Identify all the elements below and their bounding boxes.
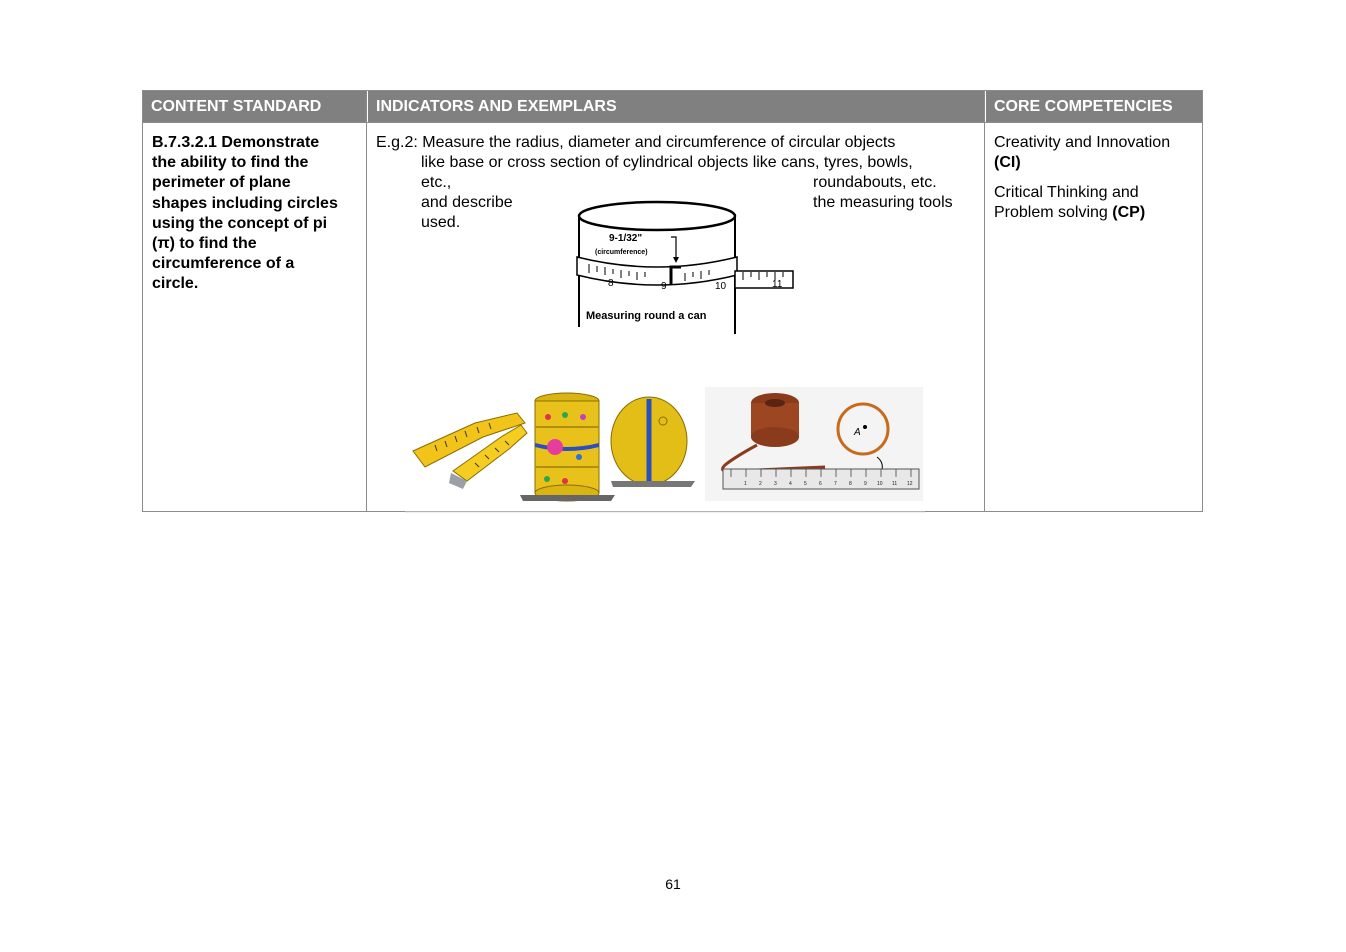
indicator-line-1: E.g.2: Measure the radius, diameter and circumference of circular objects [376,134,896,151]
ruler-number: 7 [834,481,837,487]
ruler-number: 8 [849,481,852,487]
ruler-number: 3 [774,481,777,487]
measurement-arrow [671,237,676,259]
barrel-lid-icon [611,397,695,487]
cs-line: (π) to find the [152,235,257,253]
header-indicators: INDICATORS AND EXEMPLARS [368,91,985,122]
header-content-standard: CONTENT STANDARD [143,91,367,122]
tape-measure-icon [413,413,527,489]
ruler-number: 4 [789,481,792,487]
page-number: 61 [665,876,681,892]
cs-line: using the concept of pi [152,214,328,232]
tape-number: 11 [772,279,783,290]
competency-ci [994,133,1199,173]
curriculum-table [142,90,1203,512]
measurement-value: 9-1/32" [609,233,643,244]
competency-abbr: (CI) [994,154,1021,171]
cs-line: shapes including circles [152,194,338,212]
measuring-can-figure [575,197,801,337]
tape-number: 10 [715,281,727,292]
cs-line: the ability to find the [152,154,309,172]
tape-number: 8 [608,278,614,289]
cs-line: perimeter of plane [152,174,291,192]
can-caption: Measuring round a can [586,310,707,322]
core-competencies-text [994,133,1199,223]
ruler-number: 10 [877,481,883,487]
column-divider-1 [366,91,367,511]
column-divider-2 [984,91,985,511]
measuring-tools-figure [405,387,925,513]
cs-line: B.7.3.2.1 Demonstrate [152,134,320,151]
can-top-rim [579,202,735,230]
ruler-number: 6 [819,481,822,487]
competency-text: Creativity and Innovation [994,134,1171,151]
cs-line: circle. [152,275,199,293]
header-divider [143,122,1202,123]
ruler-number: 1 [744,481,747,487]
yellow-barrel-icon [520,393,615,501]
measurement-note: (circumference) [595,249,648,256]
indicator-line-3a: etc., [421,174,452,191]
competency-cp [994,183,1199,223]
competency-abbr: (CP) [1112,204,1146,221]
indicator-line-3b: roundabouts, etc. [813,174,937,191]
competency-text: Critical Thinking and Problem solving [994,184,1139,221]
ruler-number: 9 [864,481,867,487]
ruler-number: 5 [804,481,807,487]
measuring-tape-end [735,271,793,288]
arrow-head [673,257,679,263]
indicator-line-5: used. [421,214,461,231]
cs-line: circumference of a [152,255,295,273]
indicator-line-2: like base or cross section of cylindrical objects like cans, tyres, bowls, [421,154,913,171]
ruler-icon [723,469,919,489]
measuring-tape-band [577,257,737,285]
point-label: A [854,427,861,438]
header-core-competencies: CORE COMPETENCIES [986,91,1202,122]
ruler-number: 11 [892,481,898,487]
tape-number: 9 [661,281,667,292]
indicator-line-4a: and describe [421,194,513,211]
ruler-number: 12 [907,481,913,487]
ruler-number: 2 [759,481,762,487]
indicator-line-4b: the measuring tools [813,194,953,211]
content-standard-text [152,133,364,295]
